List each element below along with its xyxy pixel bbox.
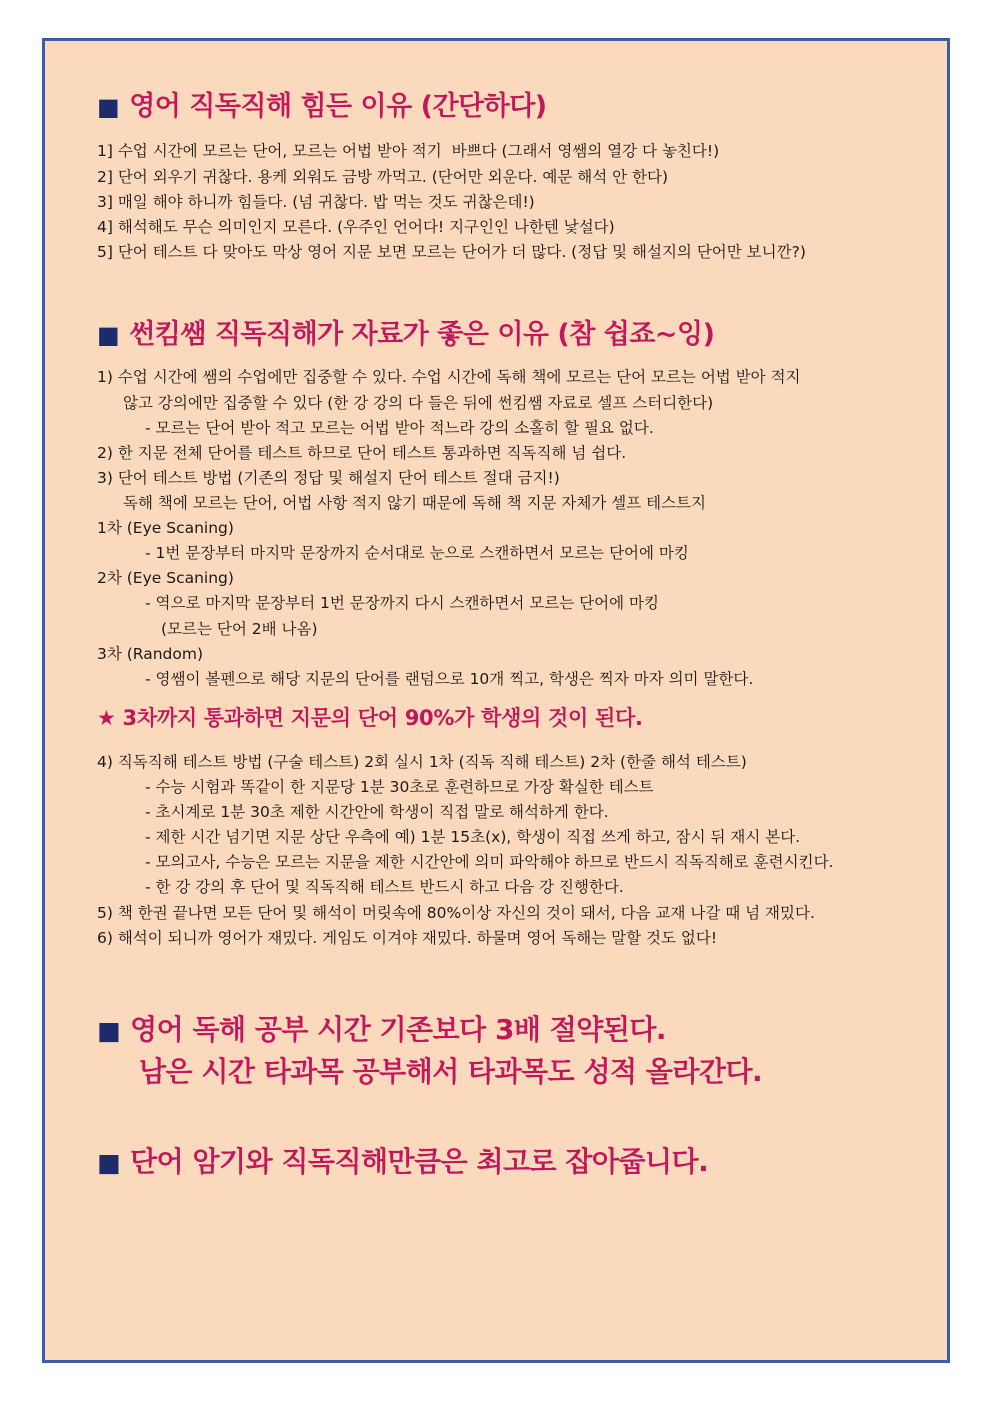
- list-item: - 영쌤이 볼펜으로 해당 지문의 단어를 랜덤으로 10개 찍고, 학생은 찍자 마자 의미 말한다.: [145, 669, 754, 688]
- footer-claim-promise: [97, 1141, 911, 1183]
- footer-line-1: [97, 1009, 911, 1051]
- section-1-lines: [97, 139, 911, 265]
- list-item: 1차 (Eye Scaning): [97, 519, 234, 538]
- list-item: - 모르는 단어 받아 적고 모르는 어법 받아 적느라 강의 소홀히 할 필요 없다.: [145, 418, 654, 437]
- footer-line-2: 남은 시간 타과목 공부해서 타과목도 성적 올라간다.: [139, 1054, 763, 1088]
- square-bullet-icon: ■: [97, 320, 120, 349]
- list-item: 2] 단어 외우기 귀찮다. 용케 외워도 금방 까먹고. (단어만 외운다. 예문 해석 안 한다): [97, 167, 668, 186]
- list-item: 6) 해석이 되니까 영어가 재밌다. 게임도 이겨야 재밌다. 하물며 영어 독해는 말할 것도 없다!: [97, 928, 718, 947]
- list-item: 5) 책 한권 끝나면 모든 단어 및 해석이 머릿속에 80%이상 자신의 것이 돼서, 다음 교재 나갈 때 넘 재밌다.: [97, 903, 815, 922]
- list-item: 2차 (Eye Scaning): [97, 569, 234, 588]
- document-frame: [42, 38, 950, 1363]
- list-item: 3] 매일 해야 하니까 힘들다. (넘 귀찮다. 밥 먹는 것도 귀찮은데!): [97, 192, 535, 211]
- square-bullet-icon: ■: [97, 1015, 121, 1045]
- square-bullet-icon: ■: [97, 1147, 121, 1177]
- list-item: - 제한 시간 넘기면 지문 상단 우측에 예) 1분 15초(x), 학생이 직접 쓰게 하고, 잠시 뒤 재시 본다.: [145, 828, 801, 847]
- list-item: 않고 강의에만 집중할 수 있다 (한 강 강의 다 들은 뒤에 썬킴쌤 자료로 셀프 스터디한다): [123, 393, 714, 412]
- section-2-lines-2: [97, 750, 911, 951]
- list-item: - 역으로 마지막 문장부터 1번 문장까지 다시 스캔하면서 모르는 단어에 마킹: [145, 594, 659, 613]
- list-item: - 모의고사, 수능은 모르는 지문을 제한 시간안에 의미 파악해야 하므로 반드시 직독직해로 훈련시킨다.: [145, 853, 834, 872]
- list-item: 5] 단어 테스트 다 맞아도 막상 영어 지문 보면 모르는 단어가 더 많다. (정답 및 해설지의 단어만 보니깐?): [97, 242, 806, 261]
- list-item: - 수능 시험과 똑같이 한 지문당 1분 30초로 훈련하므로 가장 확실한 테스트: [145, 777, 654, 796]
- footer-line-3: [97, 1141, 911, 1183]
- section-why-good: [97, 317, 911, 951]
- section-2-heading-text: 썬킴쌤 직독직해가 자료가 좋은 이유 (참 쉽죠~잉): [129, 318, 715, 350]
- list-item: - 한 강 강의 후 단어 및 직독직해 테스트 반드시 하고 다음 강 진행한다.: [145, 878, 624, 897]
- section-1-heading: [97, 89, 911, 125]
- square-bullet-icon: ■: [97, 93, 120, 121]
- list-item: 3차 (Random): [97, 644, 204, 663]
- section-2-heading: [97, 317, 911, 353]
- highlight-star-line: ★ 3차까지 통과하면 지문의 단어 90%가 학생의 것이 된다.: [97, 705, 643, 730]
- list-item: - 초시계로 1분 30초 제한 시간안에 학생이 직접 말로 해석하게 한다.: [145, 803, 609, 822]
- footer-claim-time-saving: [97, 1009, 911, 1093]
- list-item: 1) 수업 시간에 쌤의 수업에만 집중할 수 있다. 수업 시간에 독해 책에 모르는 단어 모르는 어법 받아 적지: [97, 368, 801, 387]
- list-item: 2) 한 지문 전체 단어를 테스트 하므로 단어 테스트 통과하면 직독직해 넘 쉽다.: [97, 443, 627, 462]
- list-item: 4] 해석해도 무슨 의미인지 모른다. (우주인 언어다! 지구인인 나한텐 낯설다): [97, 217, 615, 236]
- section-1-heading-text: 영어 직독직해 힘든 이유 (간단하다): [129, 91, 547, 122]
- list-item: - 1번 문장부터 마지막 문장까지 순서대로 눈으로 스캔하면서 모르는 단어에 마킹: [145, 544, 689, 563]
- footer-line-1-text: 영어 독해 공부 시간 기존보다 3배 절약된다.: [130, 1012, 667, 1046]
- list-item: 독해 책에 모르는 단어, 어법 사항 적지 않기 때문에 독해 책 지문 자체가 셀프 테스트지: [123, 493, 706, 512]
- list-item: (모르는 단어 2배 나옴): [161, 619, 318, 638]
- list-item: 1] 수업 시간에 모르는 단어, 모르는 어법 받아 적기 바쁘다 (그래서 영쌤의 열강 다 놓친다!): [97, 142, 720, 161]
- footer-line-3-text: 단어 암기와 직독직해만큼은 최고로 잡아줍니다.: [130, 1144, 709, 1178]
- section-reasons-hard: [97, 89, 911, 265]
- section-2-lines: [97, 365, 911, 691]
- list-item: 4) 직독직해 테스트 방법 (구술 테스트) 2회 실시 1차 (직독 직해 테스트) 2차 (한줄 해석 테스트): [97, 752, 747, 771]
- list-item: 3) 단어 테스트 방법 (기존의 정답 및 해설지 단어 테스트 절대 금지!): [97, 468, 560, 487]
